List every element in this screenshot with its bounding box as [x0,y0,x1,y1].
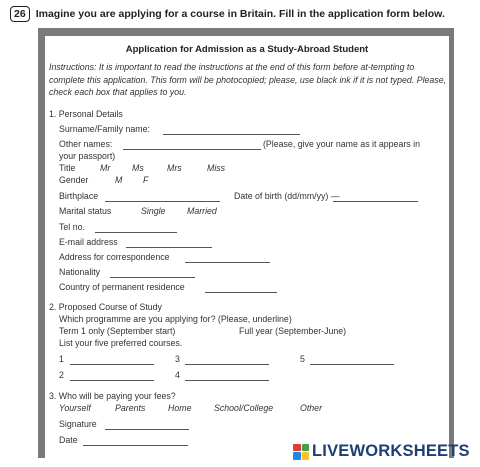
email-field[interactable] [126,247,212,248]
other-names-label: Other names: [59,139,113,149]
payer-option-home[interactable]: Home [168,403,192,413]
course-field-1[interactable] [70,364,154,365]
section-fees-heading: 3. Who will be paying your fees? [49,391,176,401]
payer-option-parents[interactable]: Parents [115,403,146,413]
gender-label: Gender [59,175,89,185]
liveworksheets-logo-icon [293,444,309,460]
task-header [10,6,445,22]
other-names-note-cont: your passport) [59,151,116,161]
liveworksheets-logo-text: LIVEWORKSHEETS [312,442,470,460]
nationality-field[interactable] [110,277,195,278]
course-number-2: 2 [59,370,64,380]
tel-label: Tel no. [59,222,85,232]
course-list-instruction: List your five preferred courses. [59,338,183,348]
section-personal-details-heading: 1. Personal Details [49,109,123,119]
residence-field[interactable] [205,292,277,293]
address-label: Address for correspondence [59,252,170,262]
nationality-label: Nationality [59,267,101,277]
date-label: Date [59,435,78,445]
dob-label: Date of birth (dd/mm/yy) — [234,191,340,201]
title-option-ms[interactable]: Ms [132,163,144,173]
payer-option-school[interactable]: School/College [214,403,274,413]
address-field[interactable] [185,262,270,263]
course-field-5[interactable] [310,364,394,365]
liveworksheets-logo [293,442,470,461]
application-form [45,36,449,460]
course-field-2[interactable] [70,380,154,381]
tel-field[interactable] [95,232,177,233]
course-number-1: 1 [59,354,64,364]
course-number-3: 3 [175,354,180,364]
birthplace-field[interactable] [105,201,220,202]
birthplace-label: Birthplace [59,191,99,201]
signature-field[interactable] [105,429,189,430]
programme-option-full-year[interactable]: Full year (September-June) [239,326,347,336]
task-number: 26 [10,6,30,22]
course-number-4: 4 [175,370,180,380]
programme-question: Which programme are you applying for? (Please, underline) [59,314,292,324]
surname-field[interactable] [163,134,300,135]
marital-status-label: Marital status [59,206,112,216]
payer-option-yourself[interactable]: Yourself [59,403,91,413]
marital-option-married[interactable]: Married [187,206,217,216]
title-option-mr[interactable]: Mr [100,163,111,173]
course-number-5: 5 [300,354,305,364]
gender-option-m[interactable]: M [115,175,123,185]
email-label: E-mail address [59,237,118,247]
title-option-miss[interactable]: Miss [207,163,226,173]
gender-option-f[interactable]: F [143,175,149,185]
date-field[interactable] [83,445,188,446]
section-course-heading: 2. Proposed Course of Study [49,302,162,312]
signature-label: Signature [59,419,97,429]
title-label: Title [59,163,76,173]
marital-option-single[interactable]: Single [141,206,166,216]
surname-label: Surname/Family name: [59,124,150,134]
form-instructions: Instructions: It is important to read the instructions at the end of this form before at-tempting to complete this application. This form will be photocopied; please, use black ink if it is not typed. Please, check each box that applies to you. [49,62,447,97]
title-option-mrs[interactable]: Mrs [167,163,182,173]
programme-option-term1[interactable]: Term 1 only (September start) [59,326,176,336]
task-instruction: Imagine you are applying for a course in Britain. Fill in the application form below. [35,8,445,20]
other-names-field[interactable] [123,149,261,150]
form-title: Application for Admission as a Study-Abroad Student [125,44,369,55]
dob-field[interactable] [333,201,418,202]
course-field-3[interactable] [185,364,269,365]
other-names-note: (Please, give your name as it appears in [263,139,420,149]
residence-label: Country of permanent residence [59,282,185,292]
payer-option-other[interactable]: Other [300,403,323,413]
course-field-4[interactable] [185,380,269,381]
